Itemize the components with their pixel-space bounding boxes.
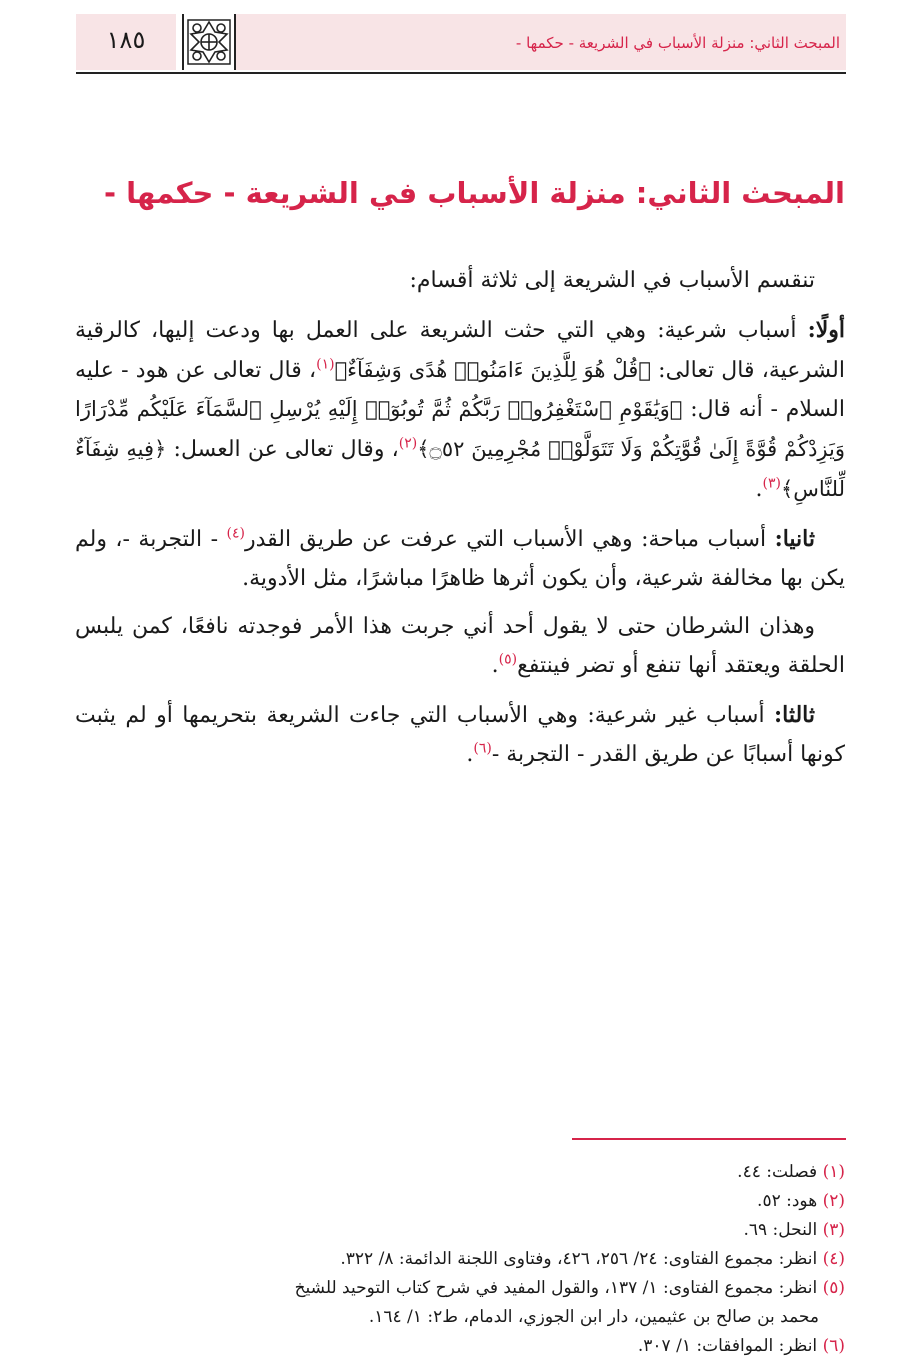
geometric-star-ornament-icon xyxy=(182,14,236,70)
quran-verse: ﴿قُلْ هُوَ لِلَّذِينَ ءَامَنُوا۟ هُدًى وَشِفَآءٌ﴾ xyxy=(334,357,651,382)
running-title: المبحث الثاني: منزلة الأسباب في الشريعة - حكمها - xyxy=(515,34,840,52)
text: - التجربة -، ولم يكن بها مخالفة شرعية، وأن يكون أثرها ظاهرًا مباشرًا، مثل الأدوية. xyxy=(75,526,845,591)
footnote-number: (٥) xyxy=(822,1278,845,1298)
footnote-ref[interactable]: (١) xyxy=(316,356,335,373)
body-text xyxy=(75,262,845,785)
footnote-item xyxy=(75,1216,845,1245)
page-number-box xyxy=(76,14,176,70)
text: . xyxy=(491,653,499,679)
footnote-text: انظر: الموافقات: ١/ ٣٠٧. xyxy=(637,1336,818,1356)
page-header xyxy=(76,14,846,74)
paragraph-conditions xyxy=(75,608,845,686)
text: أسباب غير شرعية: وهي الأسباب التي جاءت الشريعة بتحريمها أو لم يثبت كونها أسبابًا عن طريق القدر - التجربة - xyxy=(75,702,845,767)
footnote-text: فصلت: ٤٤. xyxy=(737,1162,818,1182)
footnote-item xyxy=(75,1274,845,1303)
intro-paragraph: تنقسم الأسباب في الشريعة إلى ثلاثة أقسام: xyxy=(409,268,815,293)
page-number: ١٨٥ xyxy=(106,26,146,54)
paragraph-third xyxy=(75,696,845,775)
lead-third: ثالثا: xyxy=(774,701,815,728)
footnote-number: (١) xyxy=(822,1162,845,1182)
footnote-item xyxy=(75,1187,845,1216)
quran-verse: ﴿وَيَٰقَوْمِ ٱسْتَغْفِرُوا۟ رَبَّكُمْ ثُمَّ تُوبُوٓا۟ إِلَيْهِ يُرْسِلِ ٱلسَّمَآءَ عَلَيْكُم مِّدْرَارًا وَيَزِدْكُمْ قُوَّةً إِلَىٰ قُوَّتِكُمْ وَلَا تَتَوَلَّوْا۟ مُجْرِمِينَ ۝٥٢﴾ xyxy=(75,397,845,462)
text: أسباب شرعية: وهي التي حثت الشريعة على العمل بها ودعت إليها، كالرقية الشرعية، قال تعالى: xyxy=(75,317,845,383)
lead-first: أولًا: xyxy=(807,316,845,343)
footnotes xyxy=(75,1158,845,1361)
footnote-item xyxy=(75,1332,845,1361)
section-title: المبحث الثاني: منزلة الأسباب في الشريعة - حكمها - xyxy=(104,176,845,210)
text: أسباب مباحة: وهي الأسباب التي عرفت عن طريق القدر xyxy=(244,526,775,552)
text: ، قال تعالى عن هود - عليه السلام - أنه قال: xyxy=(75,357,845,423)
paragraph-first xyxy=(75,311,845,510)
text: ، وقال تعالى عن العسل: xyxy=(166,437,399,463)
footnote-text: هود: ٥٢. xyxy=(757,1191,818,1211)
header-band xyxy=(236,14,846,70)
footnote-number: (٢) xyxy=(822,1191,845,1211)
footnote-text: النحل: ٦٩. xyxy=(743,1220,818,1240)
header-rule xyxy=(76,72,846,74)
footnote-ref[interactable]: (٥) xyxy=(498,651,518,668)
footnote-ref[interactable]: (٢) xyxy=(398,435,418,452)
footnote-ref[interactable]: (٣) xyxy=(762,475,781,492)
quran-verse: ﴿فِيهِ شِفَآءٌ لِّلنَّاسِ﴾ xyxy=(75,437,845,501)
footnote-item xyxy=(75,1245,845,1274)
footnote-continuation: محمد بن صالح بن عثيمين، دار ابن الجوزي، الدمام، ط٢: ١/ ١٦٤. xyxy=(368,1307,819,1327)
text: وهذان الشرطان حتى لا يقول أحد أني جربت هذا الأمر فوجدته نافعًا، كمن يلبس الحلقة ويعتقد أنها تنفع أو تضر فينتفع xyxy=(75,614,845,679)
footnote-text: انظر: مجموع الفتاوى: ١/ ١٣٧، والقول المفيد في شرح كتاب التوحيد للشيخ xyxy=(294,1278,818,1298)
footnote-ref[interactable]: (٦) xyxy=(473,740,492,757)
text: . xyxy=(755,476,763,502)
footnote-rule xyxy=(572,1138,846,1140)
footnote-text: انظر: مجموع الفتاوى: ٢٤/ ٢٥٦، ٤٢٦، وفتاوى اللجنة الدائمة: ٨/ ٣٢٢. xyxy=(340,1249,818,1269)
footnote-number: (٣) xyxy=(822,1220,845,1240)
lead-second: ثانيا: xyxy=(774,525,816,552)
ornament-graphic xyxy=(184,14,234,70)
text: . xyxy=(466,741,474,767)
footnote-item xyxy=(75,1158,845,1187)
footnote-number: (٤) xyxy=(822,1249,845,1269)
footnote-ref[interactable]: (٤) xyxy=(226,525,245,542)
paragraph-second xyxy=(75,520,845,599)
footnote-number: (٦) xyxy=(822,1336,845,1356)
